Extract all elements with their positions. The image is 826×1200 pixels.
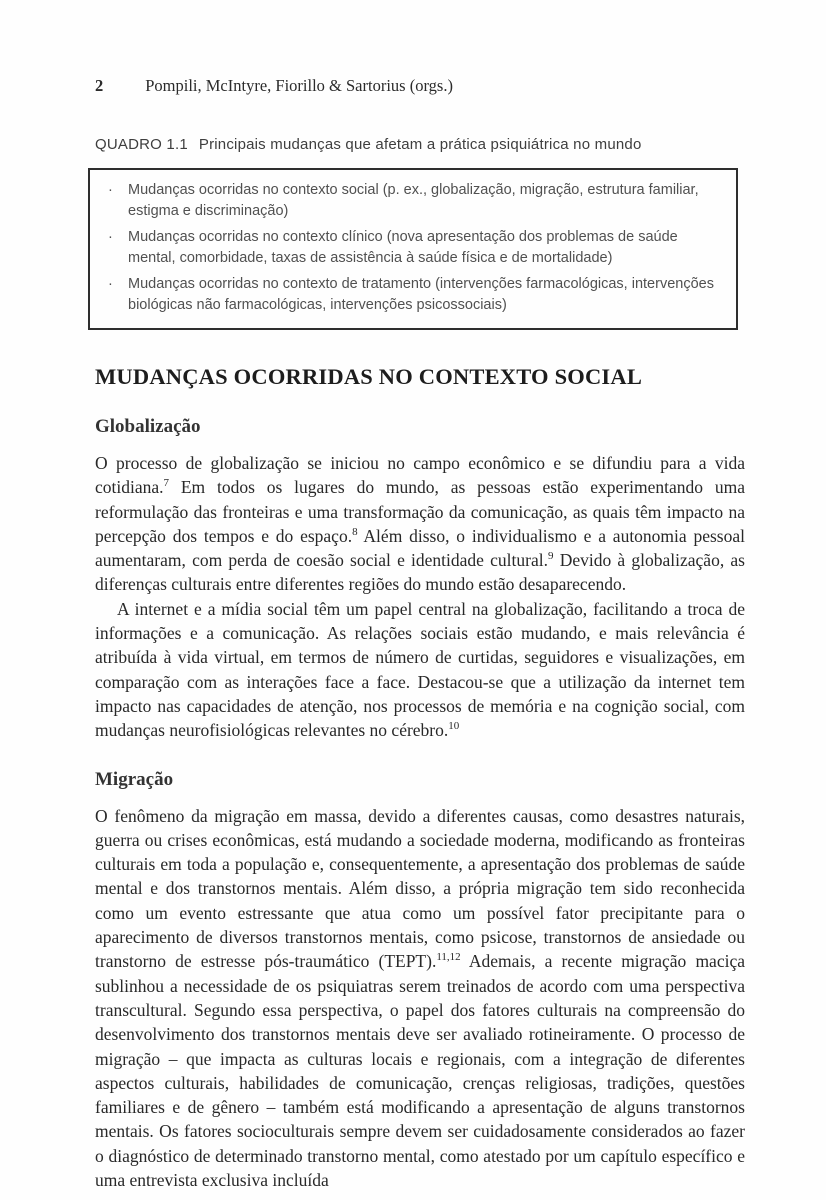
quadro-item-text: Mudanças ocorridas no contexto clínico (nova apresentação dos problemas de saúde mental, comorbidade, taxas de assistência à saúde física e de mortalidade) — [128, 229, 678, 266]
bullet-icon: · — [108, 182, 113, 198]
running-head: Pompili, McIntyre, Fiorillo & Sartorius (orgs.) — [145, 76, 453, 95]
footnote-reference: 9 — [547, 550, 554, 563]
quadro-item-text: Mudanças ocorridas no contexto social (p. ex., globalização, migração, estrutura familiar, estigma e discriminação) — [128, 182, 699, 219]
quadro-caption — [95, 136, 745, 153]
quadro-item-text: Mudanças ocorridas no contexto de tratamento (intervenções farmacológicas, intervenções biológicas não farmacológicas, intervenções psicossociais) — [128, 276, 714, 313]
footnote-reference: 10 — [448, 720, 460, 733]
footnote-reference: 7 — [163, 477, 170, 490]
quadro-item — [102, 227, 718, 269]
footnote-reference: 11,12 — [436, 951, 461, 964]
subsection-heading-migracao: Migração — [95, 768, 174, 790]
paragraph-globalizacao-1: O processo de globalização se iniciou no campo econômico e se difundiu para a vida cotidiana.$^7$ Em todos os lugares do mundo, as pessoas estão experimentando uma reformulação das fronteiras e uma transformação da comunicação, as quais têm impacto na percepção dos tempos e do espaço.$^8$ Além disso, o individualismo e a autonomia pessoal aumentaram, com perda de coesão social e identidade cultural.$^9$ Devido à globalização, as diferenças culturais entre diferentes regiões do mundo estão desaparecendo. — [95, 453, 745, 595]
page-number: 2 — [95, 76, 104, 95]
text-column — [95, 136, 745, 1192]
quadro-box — [88, 168, 738, 330]
bullet-icon: · — [108, 276, 113, 292]
quadro-label: QUADRO 1.1 — [95, 136, 188, 153]
bullet-icon: · — [108, 229, 113, 245]
paragraph-globalizacao-2: A internet e a mídia social têm um papel central na globalização, facilitando a troca de informações e a comunicação. As relações sociais estão mudando, e mais relevância é atribuída à vida virtual, em termos de número de curtidas, seguidores e visualizações, em comparação com as interações face a face. Destacou-se que a utilização da internet tem impacto nas capacidades de atenção, nos processos de memória e na cognição social, com mudanças neurofisiológicas relevantes no cérebro.$^{10}$ — [95, 598, 745, 741]
quadro-title: Principais mudanças que afetam a prática psiquiátrica no mundo — [198, 136, 642, 153]
quadro-item — [102, 274, 718, 316]
footnote-reference: 8 — [352, 526, 358, 539]
page-header — [95, 76, 453, 96]
quadro-item — [102, 180, 718, 222]
section-heading: MUDANÇAS OCORRIDAS NO CONTEXTO SOCIAL — [95, 364, 643, 389]
paragraph-migracao-1: O fenômeno da migração em massa, devido a diferentes causas, como desastres naturais, guerra ou crises econômicas, está mudando a sociedade moderna, modificando as fronteiras culturais em toda a população e, consequentemente, a apresentação dos problemas de saúde mental e dos transtornos mentais. Além disso, a própria migração tem sido reconhecida como um evento estressante que atua como um possível fator precipitante para o aparecimento de diversos transtornos mentais, como psicose, transtornos de ansiedade ou transtorno de estresse pós-traumático (TEPT).$^{11,12}$ Ademais, a recente migração maciça sublinhou a necessidade de os psiquiatras serem treinados de acordo com uma perspectiva transcultural. Segundo essa perspectiva, o papel dos fatores culturais na compreensão do desenvolvimento dos transtornos mentais deve ser avaliado rotineiramente. O processo de migração – que impacta as culturas locais e regionais, com a integração de diferentes aspectos culturais, habilidades de comunicação, crenças religiosas, tradições, questões familiares e de gênero – também está modificando a apresentação de alguns transtornos mentais. Os fatores socioculturais sempre devem ser cuidadosamente considerados ao fazer o diagnóstico de determinado transtorno mental, como atestado por um capítulo específico e uma entrevista exclusiva incluída — [95, 805, 745, 1191]
subsection-heading-globalizacao: Globalização — [95, 416, 201, 437]
